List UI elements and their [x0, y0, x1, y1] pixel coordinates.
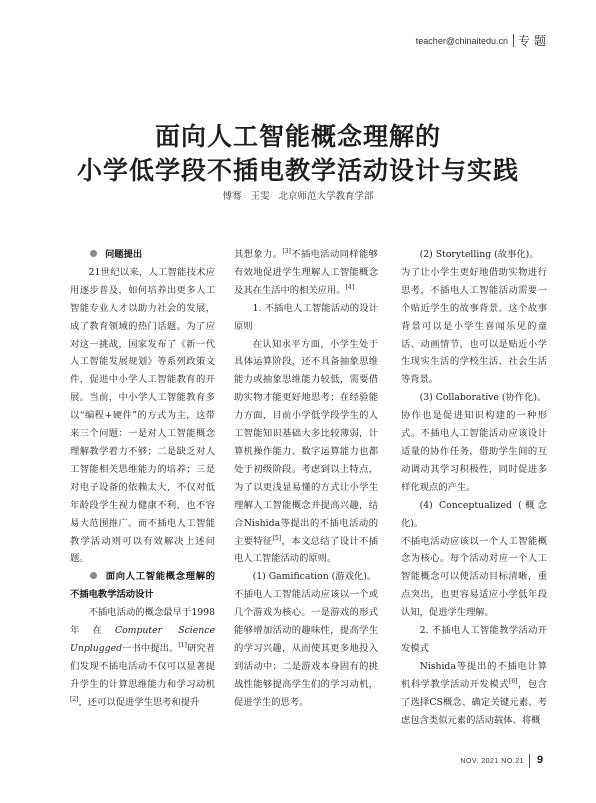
paragraph-unplugged-origin: 不插电活动的概念最早于1998年在Computer Science Unplugged一书中提出。[1]研究者们发现不插电活动不仅可以显著提升学生的计算思维能力和学习动机[2]，还可以促进学生思考和提升: [70, 607, 215, 708]
subheading-storytelling: (2) Storytelling (故事化)。: [419, 249, 539, 260]
page-number: 9: [537, 754, 544, 766]
affiliation: 北京师范大学教育学部: [278, 191, 374, 202]
footer-divider: [529, 754, 530, 768]
paragraph-principles: 在认知水平方面，小学生处于具体运算阶段，还不具备抽象思维能力或抽象思维能力较低，需要借助实物才能更好地思考；在经验能力方面，目前小学低学段学生的人工智能知识基础大多比较薄弱，计算机操作能力、数字运算能力也都处于初级阶段。考虑到以上特点，为了以更浅显易懂的方式让小学生理解人工智能概念并提高兴趣，结合Nishida等提出的不插电活动的主要特征[5]，本文总结了设计不插电人工智能活动的原则。: [234, 338, 378, 565]
article-title-line1: 面向人工智能概念理解的: [154, 122, 441, 151]
bullet-icon: [90, 572, 97, 579]
paragraph-continued: 其想象力。[3]不插电活动同样能够有效地促进学生理解人工智能概念及其在生活中的相关应用。[4]: [234, 247, 378, 296]
citation-5: [5]: [272, 534, 282, 542]
paragraph-development-mode: Nishida等提出的不插电计算机科学教学活动开发模式[6]，包含了选择CS概念、确定关键元素、考虑包含类似元素的活动载体、将概: [401, 660, 547, 726]
paragraph-conceptualized: 不插电活动应该以一个人工智能概念为核心。每个活动对应一个人工智能概念可以使活动目标清晰，重点突出，也更容易适应小学低年段认知，促进学生理解。: [401, 535, 547, 619]
section-heading-design: 面向人工智能概念理解的不插电教学活动设计: [70, 571, 215, 601]
subheading-collaborative: (3) Collaborative (协作化)。: [419, 392, 547, 404]
section-heading-problem: 问题提出: [70, 246, 215, 264]
paragraph-collaborative: 协作也是促进知识构建的一种形式。不插电人工智能活动应该设计适量的协作任务，借助学生间的互动调动其学习积极性，同时促进多样化观点的产生。: [401, 410, 547, 493]
issue-date: NOV. 2021 NO.21: [460, 758, 524, 765]
citation-1: [1]: [178, 641, 187, 649]
article-title-line2: 小学低学段不插电教学活动设计与实践: [76, 156, 519, 185]
bullet-icon: [90, 250, 97, 257]
author-2: 王雯: [250, 191, 270, 202]
journal-email: teacher@chinaitedu.cn: [415, 36, 508, 46]
paragraph-problem: 21世纪以来，人工智能技术应用逐步普及，如何培养出更多人工智能专业人才以助力社会的发展，成了教育领域的热门话题。为了应对这一挑战，国家发布了《新一代人工智能发展规划》等系列政策文件，促进中小学人工智能教育的开展。当前，中小学人工智能教育多以“编程+硬件”的方式为主，这带来三个问题：一是对人工智能概念理解教学着力不够；二是缺乏对人工智能相关思维能力的培养；三是对电子设备的依赖太大，不仅对低年龄段学生视力健康不利，也不容易大范围推广。而不插电人工智能教学活动则可以有效解决上述问题。: [70, 266, 215, 565]
section-tag: 专题: [518, 34, 551, 48]
citation-2: [2]: [70, 695, 79, 703]
paragraph-storytelling: 为了让小学生更好地借助实物进行思考，不插电人工智能活动需要一个贴近学生的故事背景。这个故事背景可以是小学生喜闻乐见的童话、动画情节，也可以是贴近小学生现实生活的学校生活、社会生活等背景。: [401, 266, 547, 386]
book-title: Computer Science Unplugged: [70, 625, 215, 654]
subheading-principles: 1. 不插电人工智能活动的设计原则: [234, 302, 378, 332]
header-divider: [513, 34, 514, 47]
citation-3: [3]: [282, 247, 291, 255]
page-header: [0, 30, 596, 50]
paragraph-gamification: 不插电人工智能活动应该以一个或几个游戏为核心。一是游戏的形式能够增加活动的趣味性，提高学生的学习兴趣，从而使其更多地投入到活动中；二是游戏本身固有的挑战性能够提高学生们的学习动机，促进学生的思考。: [234, 589, 378, 708]
column-2: [234, 246, 378, 712]
column-3: [401, 246, 547, 729]
subheading-conceptualized: (4) Conceptualized (概念化)。: [401, 499, 547, 529]
page-footer: [0, 752, 596, 772]
citation-6: [6]: [509, 677, 518, 685]
subheading-gamification: (1) Gamification (游戏化)。: [252, 571, 377, 583]
byline: [0, 188, 596, 202]
subheading-development-mode: 2. 不插电人工智能教学活动开发模式: [401, 625, 547, 654]
citation-4: [4]: [345, 283, 355, 291]
column-1: [70, 246, 215, 712]
author-1: 傅骞: [222, 191, 242, 202]
